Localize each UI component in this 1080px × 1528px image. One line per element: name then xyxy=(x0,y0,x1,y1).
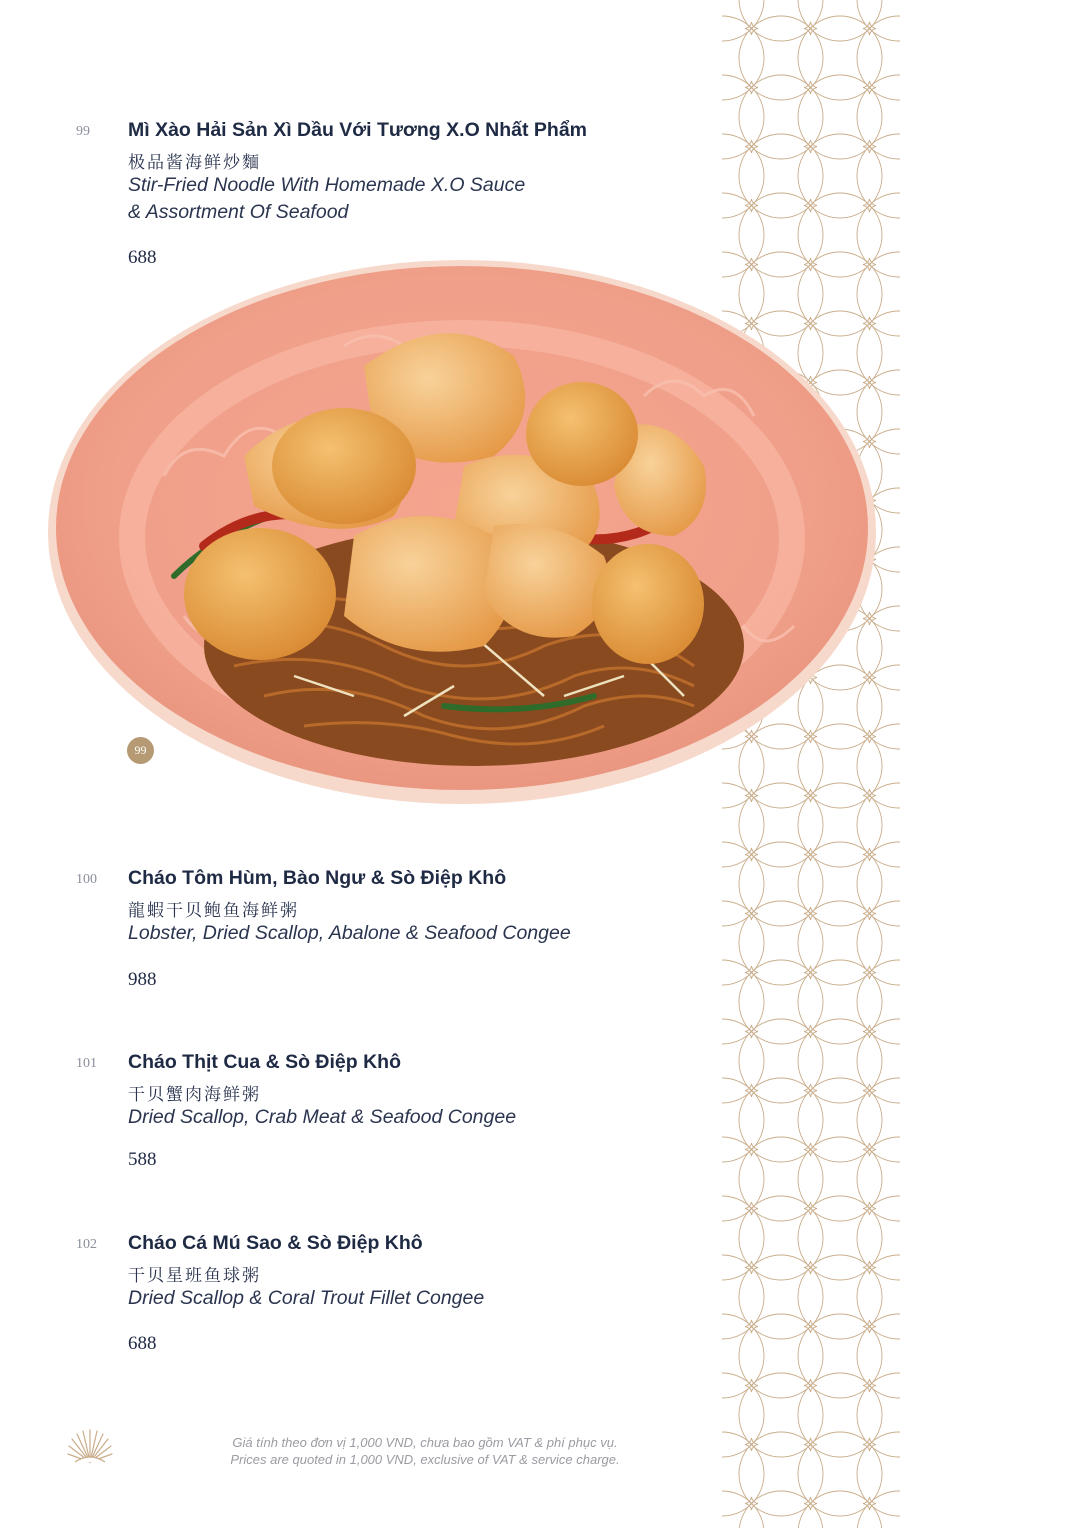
sunburst-logo-icon xyxy=(67,1424,113,1466)
item-number: 99 xyxy=(76,124,90,139)
item-title-english: Stir-Fried Noodle With Homemade X.O Sauce xyxy=(128,174,526,196)
footer-note-vietnamese: Giá tính theo đơn vị 1,000 VND, chưa bao gồm VAT & phí phục vụ. xyxy=(232,1435,618,1450)
item-price: 688 xyxy=(128,1333,157,1354)
item-title-chinese: 极品酱海鲜炒麵 xyxy=(128,153,261,173)
item-title-english: Dried Scallop & Coral Trout Fillet Congee xyxy=(128,1287,485,1309)
item-number: 100 xyxy=(76,872,97,887)
footer-note-english: Prices are quoted in 1,000 VND, exclusive of VAT & service charge. xyxy=(230,1452,620,1467)
item-title-chinese: 龍蝦干贝鲍鱼海鲜粥 xyxy=(128,901,299,921)
item-number: 102 xyxy=(76,1237,97,1252)
item-title-vietnamese: Cháo Thịt Cua & Sò Điệp Khô xyxy=(128,1051,401,1073)
photo-number-badge: 99 xyxy=(127,737,154,764)
item-title-vietnamese: Mì Xào Hải Sản Xì Dầu Với Tương X.O Nhất Phẩm xyxy=(128,119,588,141)
item-title-english-line2: & Assortment Of Seafood xyxy=(128,201,349,223)
item-price: 988 xyxy=(128,969,157,990)
footer-price-note xyxy=(170,1434,680,1468)
item-price: 688 xyxy=(128,247,157,268)
item-number: 101 xyxy=(76,1056,97,1071)
item-title-english: Dried Scallop, Crab Meat & Seafood Congee xyxy=(128,1106,517,1128)
item-title-chinese: 干贝星班鱼球粥 xyxy=(128,1266,261,1286)
dish-photo xyxy=(44,256,884,816)
item-title-vietnamese: Cháo Tôm Hùm, Bào Ngư & Sò Điệp Khô xyxy=(128,867,507,889)
item-title-english: Lobster, Dried Scallop, Abalone & Seafood Congee xyxy=(128,922,571,944)
item-title-vietnamese: Cháo Cá Mú Sao & Sò Điệp Khô xyxy=(128,1232,423,1254)
item-title-chinese: 干贝蟹肉海鲜粥 xyxy=(128,1085,261,1105)
item-price: 588 xyxy=(128,1149,157,1170)
